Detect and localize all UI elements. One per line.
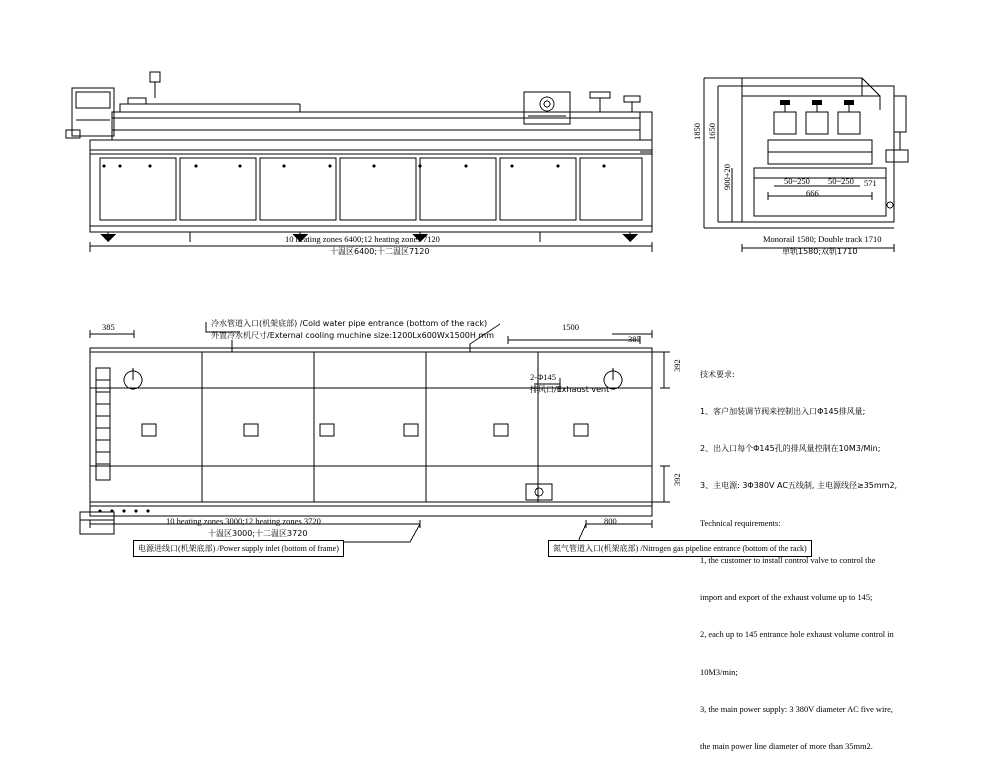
- technical-requirements-block: [700, 344, 897, 766]
- side-width-dim-571: 571: [864, 178, 877, 188]
- plan-dim-392-top: 392: [672, 359, 682, 372]
- tech-line-en-4: 10M3/min;: [700, 667, 738, 677]
- side-width-dim-50-250-b: 50~250: [828, 176, 854, 186]
- tech-line-cn-2: 2、出入口每个Φ145孔的排风量控制在10M3/Min;: [700, 444, 881, 454]
- side-height-dim-1850: 1850: [692, 123, 702, 140]
- tech-line-en-2: import and export of the exhaust volume up to 145;: [700, 593, 873, 603]
- plan-dim-label-cn: 十温区3000;十二温区3720: [208, 529, 308, 538]
- tech-heading-cn: 技术要求:: [700, 369, 735, 379]
- plan-dim-385-right: 385: [628, 334, 641, 344]
- tech-line-en-1: 1, the customer to install control valve to control the: [700, 555, 876, 565]
- side-height-dim-1650: 1650: [707, 123, 717, 140]
- plan-dim-392-bottom: 392: [672, 473, 682, 486]
- tech-line-en-3: 2, each up to 145 entrance hole exhaust volume control in: [700, 630, 894, 640]
- tech-line-en-5: 3, the main power supply: 3 380V diameter AC five wire,: [700, 704, 893, 714]
- power-supply-inlet-callout: 电源进线口(机架底部) /Power supply inlet (bottom of frame): [133, 540, 344, 557]
- tech-line-cn-1: 1、客户加装调节阀来控制出入口Φ145排风量;: [700, 407, 866, 417]
- side-width-dim-50-250-a: 50~250: [784, 176, 810, 186]
- track-note-en: Monorail 1580; Double track 1710: [763, 234, 882, 244]
- exhaust-vent-label: 排风口/Exhaust vent: [530, 385, 610, 394]
- plan-dim-1500: 1500: [562, 322, 579, 332]
- side-height-dim-900: 900+20: [722, 163, 732, 190]
- plan-dim-800: 800: [604, 516, 617, 526]
- plan-dim-label-en: 10 heating zones 3000;12 heating zones 3720: [166, 516, 321, 526]
- cold-water-callout: 冷水管道入口(机架底部) /Cold water pipe entrance (bottom of the rack): [211, 319, 488, 328]
- external-chiller-size-callout: 外置冷水机尺寸/External cooling muchine size:1200Lx600Wx1500H mm: [211, 331, 495, 340]
- tech-line-en-6: the main power line diameter of more than 35mm2.: [700, 742, 873, 751]
- track-note-cn: 单轨1580;双轨1710: [782, 247, 858, 256]
- front-dim-label-en: 10 heating zones 6400;12 heating zones 7120: [285, 234, 440, 244]
- nitrogen-inlet-callout: 氮气管道入口(机架底部) /Nitrogen gas pipeline entrance (bottom of the rack): [548, 540, 812, 557]
- tech-line-cn-3: 3、主电源: 3Φ380V AC五线制, 主电源线径≥35mm2,: [700, 481, 898, 491]
- exhaust-hole-spec: 2-Φ145: [530, 372, 557, 382]
- plan-dim-385-left: 385: [102, 322, 115, 332]
- front-dim-label-cn: 十温区6400;十二温区7120: [330, 247, 430, 256]
- tech-heading-en: Technical requirements:: [700, 518, 781, 528]
- side-width-dim-666: 666: [806, 188, 819, 198]
